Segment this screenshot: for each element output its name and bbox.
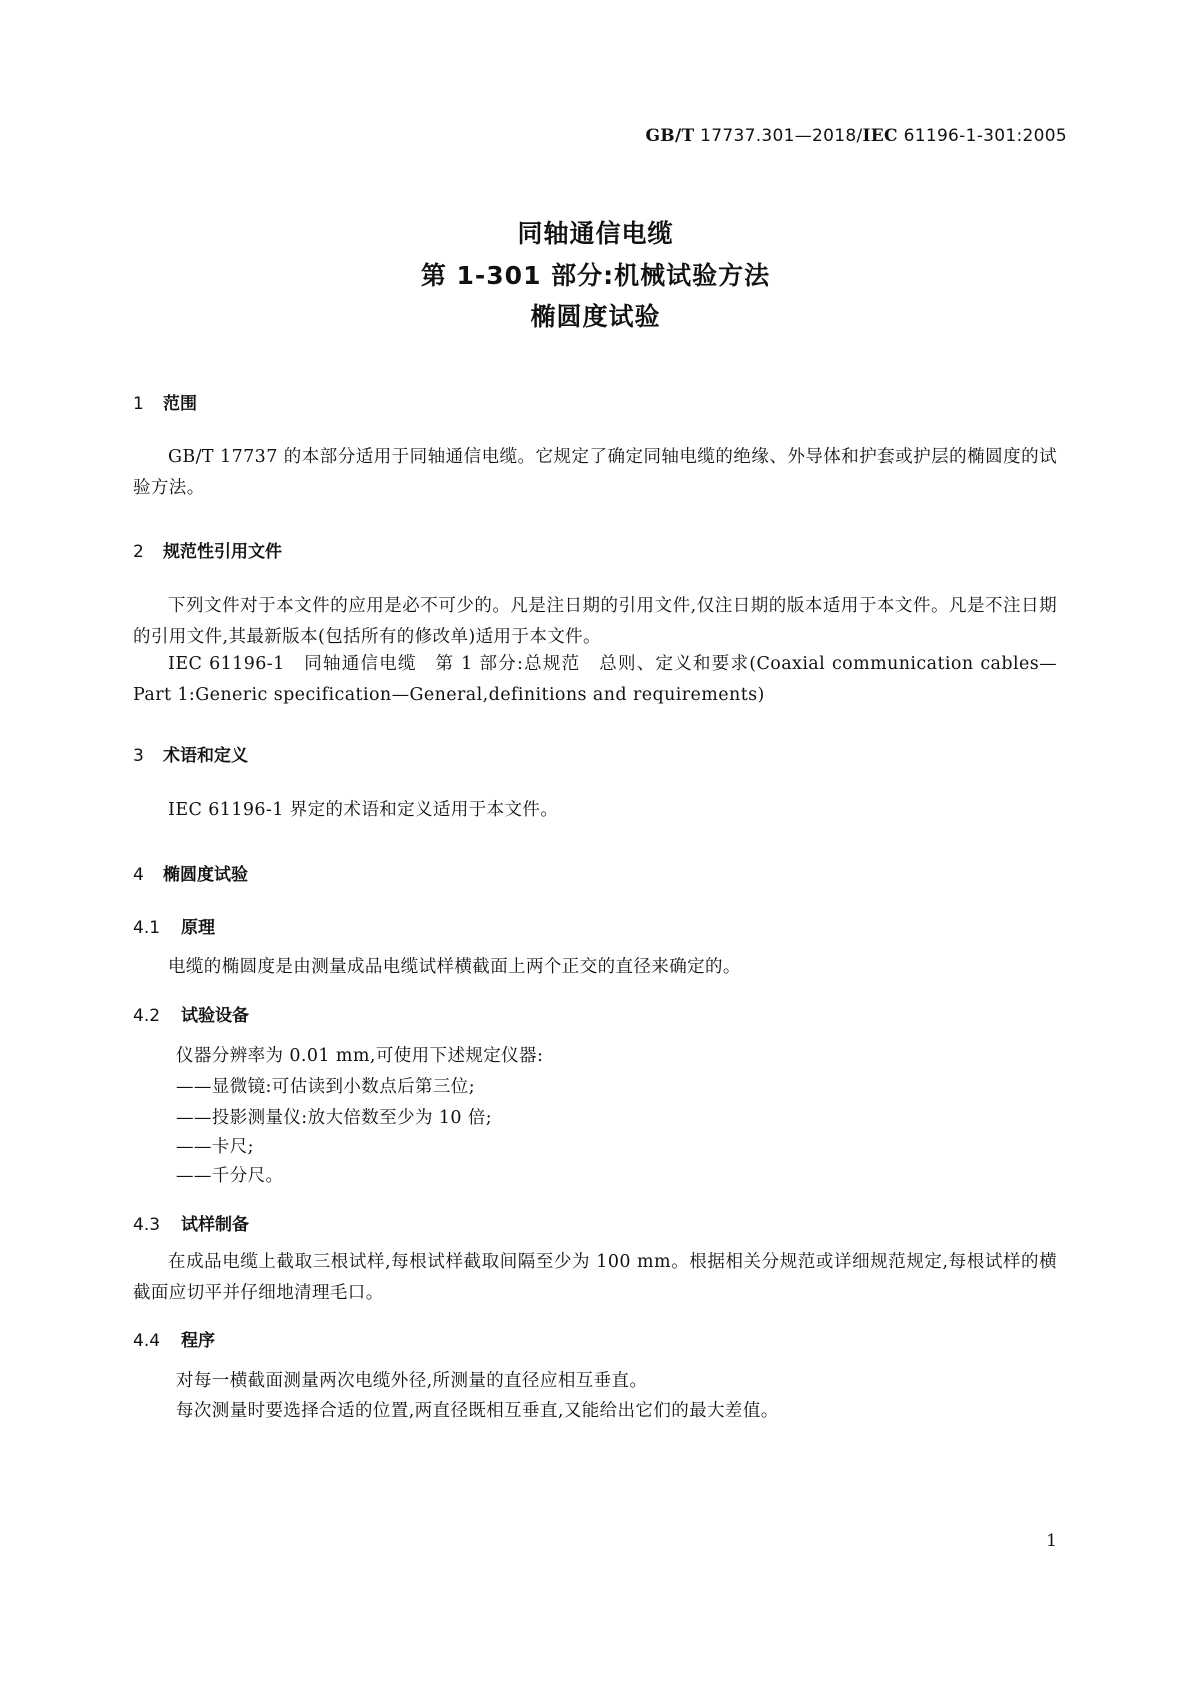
- page-number: 1: [1046, 1531, 1057, 1551]
- section-number: 1: [133, 394, 144, 414]
- section-number: 4.4: [133, 1331, 161, 1351]
- section-4-1-paragraph: 电缆的椭圆度是由测量成品电缆试样横截面上两个正交的直径来确定的。: [168, 957, 741, 977]
- equipment-item: ——卡尺;: [176, 1137, 254, 1157]
- section-number: 3: [133, 746, 144, 766]
- section-title: 规范性引用文件: [163, 542, 282, 562]
- section-4-4-heading: [133, 1326, 215, 1351]
- equipment-item: ——千分尺。: [176, 1166, 284, 1186]
- section-2-paragraph: 下列文件对于本文件的应用是必不可少的。凡是注日期的引用文件,仅注日期的版本适用于本文件。凡是不注日期的引用文件,其最新版本(包括所有的修改单)适用于本文件。: [133, 596, 1057, 647]
- document-title-line3: 椭圆度试验: [530, 302, 661, 331]
- section-1-heading: [133, 389, 197, 414]
- section-number: 4.1: [133, 918, 161, 938]
- section-4-3-paragraph: 在成品电缆上截取三根试样,每根试样截取间隔至少为 100 mm。根据相关分规范或详细规范规定,每根试样的横截面应切平并仔细地清理毛口。: [133, 1252, 1057, 1303]
- section-4-3-heading: [133, 1210, 249, 1235]
- procedure-line-2: 每次测量时要选择合适的位置,两直径既相互垂直,又能给出它们的最大差值。: [176, 1401, 779, 1421]
- section-2-heading: [133, 537, 282, 562]
- procedure-line-1: 对每一横截面测量两次电缆外径,所测量的直径应相互垂直。: [176, 1371, 648, 1391]
- std-prefix: GB/T: [645, 126, 695, 146]
- section-title: 椭圆度试验: [163, 865, 248, 885]
- normative-reference: IEC 61196-1 同轴通信电缆 第 1 部分:总规范 总则、定义和要求(Coaxial communication cables—Part 1:Generic specification—General,definitions and requirements): [133, 654, 1057, 705]
- section-number: 4: [133, 865, 144, 885]
- section-3-heading: [133, 741, 248, 766]
- std-iec-number: 61196-1-301:2005: [897, 126, 1067, 146]
- section-title: 术语和定义: [163, 746, 248, 766]
- section-number: 4.2: [133, 1006, 161, 1026]
- section-4-1-heading: [133, 913, 215, 938]
- std-number: 17737.301—2018/: [694, 126, 863, 146]
- std-iec: IEC: [862, 126, 898, 146]
- section-title: 原理: [181, 918, 215, 938]
- equipment-item: ——投影测量仪:放大倍数至少为 10 倍;: [176, 1108, 493, 1128]
- section-number: 4.3: [133, 1215, 161, 1235]
- document-title-line2: 第 1-301 部分:机械试验方法: [420, 261, 771, 290]
- section-title: 试样制备: [181, 1215, 249, 1235]
- section-3-paragraph: IEC 61196-1 界定的术语和定义适用于本文件。: [168, 800, 559, 820]
- section-title: 试验设备: [181, 1006, 249, 1026]
- equipment-item: ——显微镜:可估读到小数点后第三位;: [176, 1077, 475, 1097]
- document-title-line1: 同轴通信电缆: [517, 219, 674, 248]
- section-title: 范围: [163, 394, 197, 414]
- section-title: 程序: [181, 1331, 215, 1351]
- standard-number-header: [645, 126, 1067, 146]
- section-number: 2: [133, 542, 144, 562]
- section-4-2-heading: [133, 1001, 249, 1026]
- section-4-heading: [133, 860, 248, 885]
- equipment-intro: 仪器分辨率为 0.01 mm,可使用下述规定仪器:: [176, 1046, 544, 1066]
- section-1-paragraph: GB/T 17737 的本部分适用于同轴通信电缆。它规定了确定同轴电缆的绝缘、外导体和护套或护层的椭圆度的试验方法。: [133, 447, 1057, 498]
